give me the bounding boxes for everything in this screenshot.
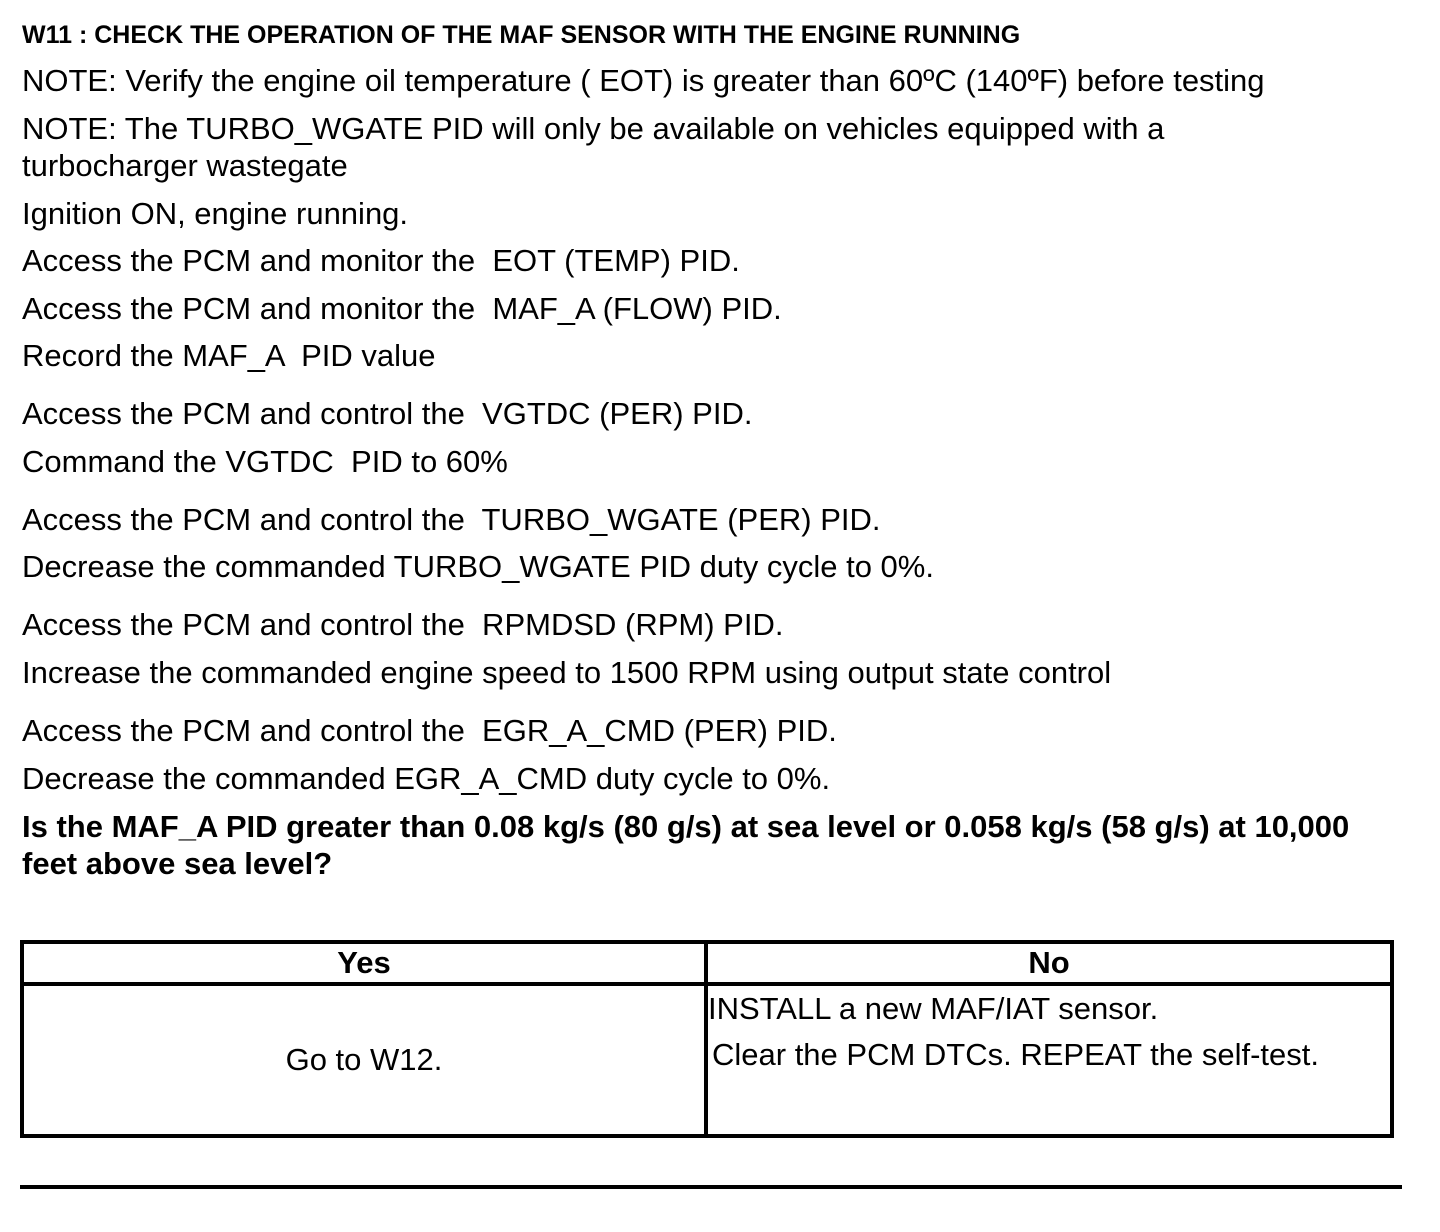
no-header: No xyxy=(706,942,1392,984)
step-ignition-on: Ignition ON, engine running. xyxy=(22,196,409,231)
yes-action-text: Go to W12. xyxy=(285,1042,443,1077)
decision-table-header-row xyxy=(22,942,1392,984)
decision-question: Is the MAF_A PID greater than 0.08 kg/s (80 g/s) at sea level or 0.058 kg/s (58 g/s) at 10,000 feet above sea level? xyxy=(22,809,1350,881)
decision-table xyxy=(20,940,1394,1138)
step-decrease-egr: Decrease the commanded EGR_A_CMD duty cycle to 0%. xyxy=(22,761,831,796)
step-title: W11 : CHECK THE OPERATION OF THE MAF SENSOR WITH THE ENGINE RUNNING xyxy=(22,21,1021,49)
note-turbo-wastegate: NOTE: The TURBO_WGATE PID will only be available on vehicles equipped with a turbocharger wastegate xyxy=(22,111,1165,183)
step-monitor-eot: Access the PCM and monitor the EOT (TEMP) PID. xyxy=(22,243,740,278)
no-action-clear-repeat: Clear the PCM DTCs. REPEAT the self-test. xyxy=(712,1037,1319,1072)
note-eot-temperature: NOTE: Verify the engine oil temperature ( EOT) is greater than 60ºC (140ºF) before testing xyxy=(22,63,1265,98)
step-command-vgtdc: Command the VGTDC PID to 60% xyxy=(22,444,508,479)
step-control-vgtdc: Access the PCM and control the VGTDC (PER) PID. xyxy=(22,396,753,431)
yes-header: Yes xyxy=(22,942,706,984)
step-record-maf: Record the MAF_A PID value xyxy=(22,338,436,373)
no-action-install: INSTALL a new MAF/IAT sensor. xyxy=(708,991,1159,1026)
step-control-egr: Access the PCM and control the EGR_A_CMD (PER) PID. xyxy=(22,713,837,748)
step-monitor-maf: Access the PCM and monitor the MAF_A (FLOW) PID. xyxy=(22,291,782,326)
step-control-turbo-wgate: Access the PCM and control the TURBO_WGATE (PER) PID. xyxy=(22,502,881,537)
step-control-rpmdsd: Access the PCM and control the RPMDSD (RPM) PID. xyxy=(22,607,784,642)
yes-action-cell xyxy=(22,984,706,1136)
no-action-cell xyxy=(706,984,1392,1136)
step-decrease-turbo-wgate: Decrease the commanded TURBO_WGATE PID duty cycle to 0%. xyxy=(22,549,934,584)
footer-rule xyxy=(20,1185,1402,1189)
decision-table-row xyxy=(22,984,1392,1136)
step-increase-rpm: Increase the commanded engine speed to 1500 RPM using output state control xyxy=(22,655,1112,690)
